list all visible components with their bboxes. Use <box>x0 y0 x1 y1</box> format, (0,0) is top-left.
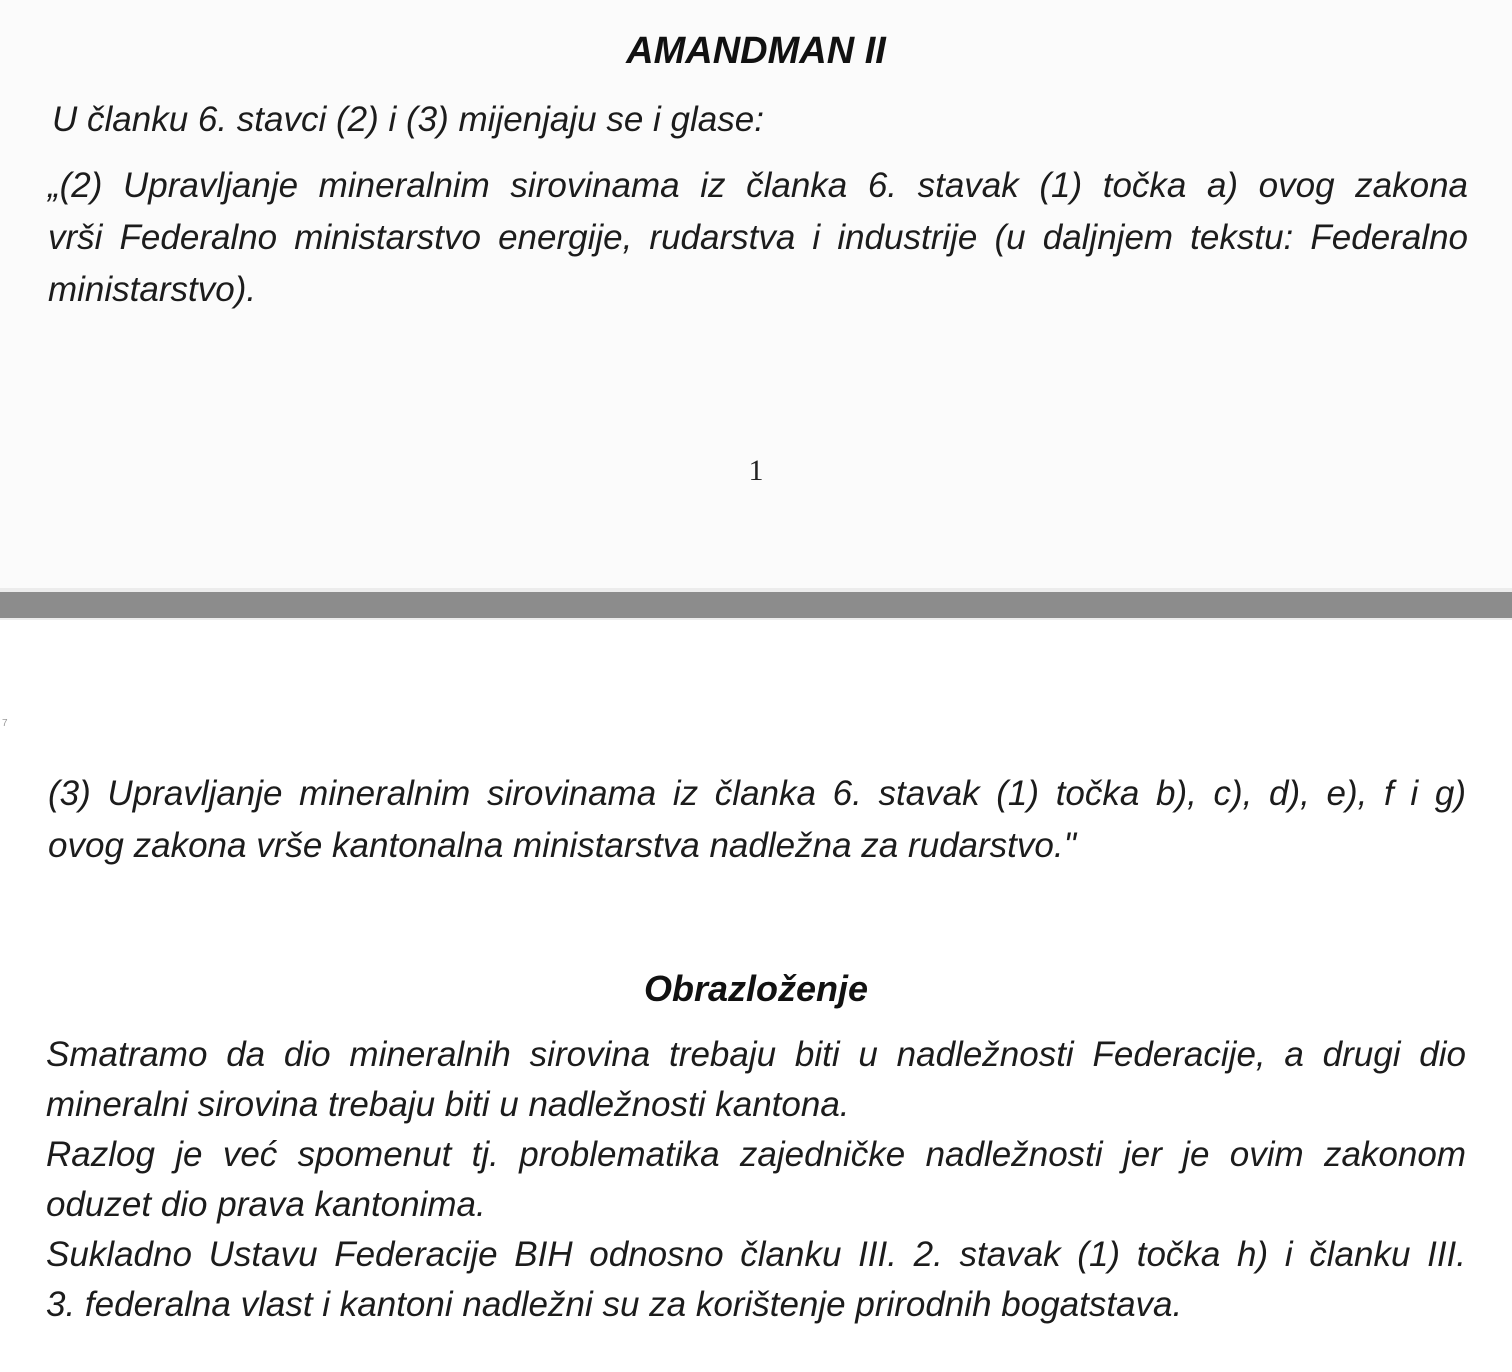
page-number: 1 <box>748 454 764 487</box>
explanation-line-3: Razlog je već spomenut tj. problematika zajedničke nadležnosti jer je ovim zakonom <box>46 1135 1466 1174</box>
document-page-1 <box>0 0 1512 588</box>
paragraph-2-line-2: vrši Federalno ministarstvo energije, rudarstva i industrije (u daljnjem tekstu: Federalno <box>48 218 1468 257</box>
explanation-line-4: oduzet dio prava kantonima. <box>46 1185 486 1224</box>
paragraph-3-line-1: (3) Upravljanje mineralnim sirovinama iz članka 6. stavak (1) točka b), c), d), e), f i g) <box>48 774 1466 813</box>
paragraph-2-line-1: „(2) Upravljanje mineralnim sirovinama iz članka 6. stavak (1) točka a) ovog zakona <box>48 166 1468 205</box>
paragraph-3-line-2: ovog zakona vrše kantonalna ministarstva nadležna za rudarstvo." <box>48 826 1076 865</box>
page-separator <box>0 588 1512 620</box>
separator-bar <box>0 592 1512 618</box>
explanation-line-2: mineralni sirovina trebaju biti u nadležnosti kantona. <box>46 1085 850 1124</box>
paragraph-3 <box>48 768 1466 872</box>
explanation-line-6: 3. federalna vlast i kantoni nadležni su za korištenje prirodnih bogatstava. <box>46 1285 1183 1324</box>
intro-text <box>52 94 1472 145</box>
amendment-heading: AMANDMAN II <box>626 30 886 72</box>
paragraph-2 <box>48 160 1468 316</box>
explanation-line-1: Smatramo da dio mineralnih sirovina trebaju biti u nadležnosti Federacije, a drugi dio <box>46 1035 1466 1074</box>
explanation-line-5: Sukladno Ustavu Federacije BIH odnosno članku III. 2. stavak (1) točka h) i članku III. <box>46 1235 1466 1274</box>
margin-mark: 7 <box>2 718 8 729</box>
intro-line: U članku 6. stavci (2) i (3) mijenjaju se i glase: <box>52 100 764 139</box>
explanation-body <box>46 1030 1466 1330</box>
paragraph-2-line-3: ministarstvo). <box>48 270 257 309</box>
explanation-heading: Obrazloženje <box>643 968 869 1009</box>
